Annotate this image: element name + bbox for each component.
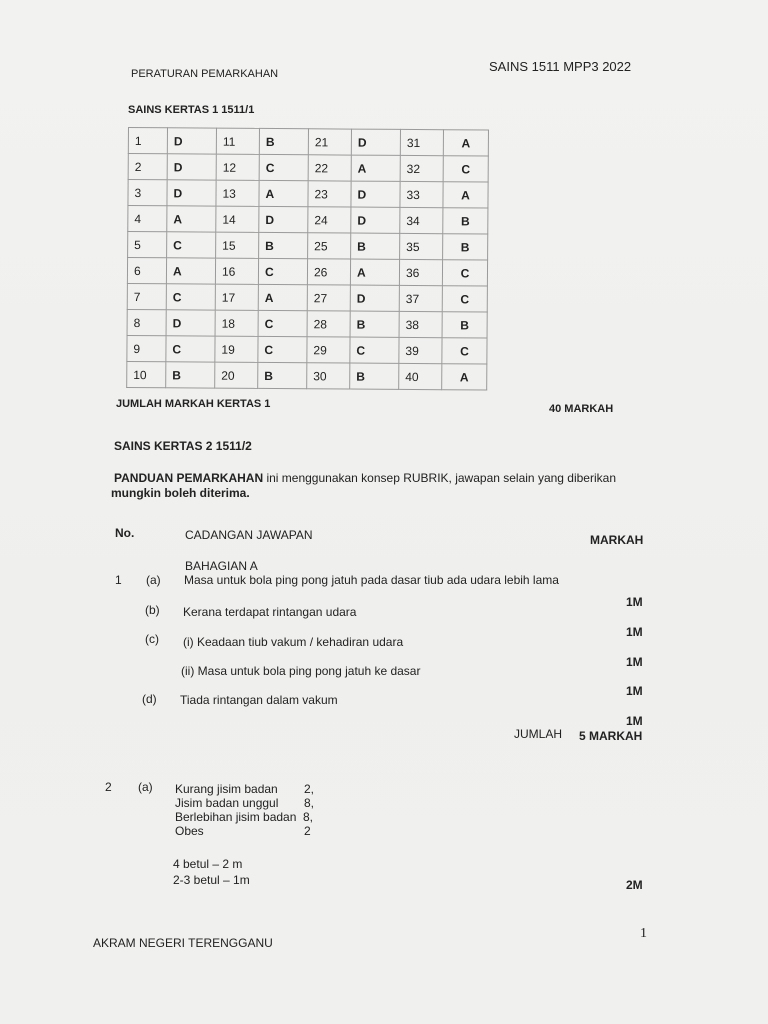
question-number-cell: 37 [399,285,442,311]
q1-mark-5: 1M [626,714,643,728]
q1a-label: (a) [146,573,161,587]
question-number-cell: 28 [307,311,350,337]
marking-guide-bold: PANDUAN PEMARKAHAN [114,471,264,485]
question-number-cell: 24 [308,207,351,233]
question-number-cell: 18 [215,310,258,336]
answer-key-row [128,180,488,209]
answer-cell: B [258,362,307,388]
question-number-cell: 23 [308,181,351,207]
question-number-cell: 16 [215,258,258,284]
paper1-total-label: JUMLAH MARKAH KERTAS 1 [116,398,271,410]
answer-cell: D [166,310,215,336]
question-number-cell: 30 [307,363,350,389]
question-number-cell: 22 [308,155,351,181]
answer-cell: B [443,234,488,260]
answer-cell: A [350,259,399,285]
q2-item-label: Obes [175,824,204,838]
q1-mark-1: 1M [626,595,643,609]
question-number-cell: 9 [127,335,166,361]
answer-key-row [127,258,487,287]
answer-cell: B [443,208,488,234]
answer-cell: A [443,130,488,156]
q2-item-value: 8, [303,810,314,824]
paper1-title: SAINS KERTAS 1 1511/1 [128,104,255,116]
question-number-cell: 29 [307,337,350,363]
answer-cell: B [166,362,215,388]
q1-mark-2: 1M [626,625,643,639]
answer-key-row [128,154,488,183]
answer-cell: D [351,181,400,207]
answer-cell: C [443,156,488,182]
answer-cell: A [443,182,488,208]
question-number-cell: 31 [400,129,443,155]
question-number-cell: 11 [216,128,259,154]
answer-cell: A [167,206,216,232]
q2-rubric-1: 4 betul – 2 m [173,857,243,871]
answer-cell: A [258,284,307,310]
answer-cell: A [166,258,215,284]
answer-key-row [128,128,488,157]
answer-cell: C [350,337,399,363]
answer-cell: D [167,154,216,180]
answer-cell: C [258,310,307,336]
answer-key-row [127,283,487,312]
q1c-ii-text: (ii) Masa untuk bola ping pong jatuh ke dasar [181,664,421,678]
question-number-cell: 3 [128,180,167,206]
paper2-title: SAINS KERTAS 2 1511/2 [114,439,252,453]
question-number-cell: 21 [308,129,351,155]
question-number-cell: 36 [399,259,442,285]
answer-cell: D [259,206,308,232]
question-number-cell: 35 [400,233,443,259]
q2-item-value: 2, [304,782,315,796]
q1c-label: (c) [145,632,159,646]
question-number-cell: 26 [307,259,350,285]
q1-mark-4: 1M [626,684,643,698]
marking-guide-line2: mungkin boleh diterima. [111,486,250,500]
answer-cell: C [167,232,216,258]
q1b-text: Kerana terdapat rintangan udara [183,605,357,619]
question-number-cell: 4 [128,206,167,232]
question-number-cell: 33 [400,181,443,207]
question-number-cell: 25 [308,233,351,259]
q1d-text: Tiada rintangan dalam vakum [180,693,338,707]
question-number-cell: 34 [400,207,443,233]
answer-cell: C [166,336,215,362]
answer-cell: D [350,285,399,311]
question-number-cell: 1 [128,128,167,154]
question-number-cell: 20 [215,362,258,388]
answer-cell: C [258,258,307,284]
question-number-cell: 7 [127,283,166,309]
answer-key-row [127,335,487,364]
question-number-cell: 8 [127,309,166,335]
q2-item-value: 8, [304,796,315,810]
answer-key-row [127,361,487,390]
q2-item-label: Berlebihan jisim badan [175,810,297,824]
answer-cell: B [259,128,308,154]
q2-rubric-2: 2-3 betul – 1m [173,873,250,887]
answer-key-table [126,127,489,391]
header-right: SAINS 1511 MPP3 2022 [489,59,632,74]
question-number-cell: 17 [215,284,258,310]
answer-cell: D [167,128,216,154]
question-number-cell: 27 [307,285,350,311]
answer-cell: C [442,338,487,364]
q1a-text: Masa untuk bola ping pong jatuh pada dasar tiub ada udara lebih lama [184,573,559,587]
marking-guide-line1 [114,471,616,485]
question-number-cell: 12 [216,154,259,180]
section-title: BAHAGIAN A [185,559,258,573]
answer-cell: D [167,180,216,206]
q1-total-value: 5 MARKAH [579,729,643,743]
header-left: PERATURAN PEMARKAHAN [131,68,279,80]
footer-text: AKRAM NEGERI TERENGGANU [93,936,273,950]
column-mark: MARKAH [590,533,644,547]
column-no: No. [115,526,135,540]
answer-cell: B [350,311,399,337]
q2a-label: (a) [138,780,153,794]
q1-mark-3: 1M [626,655,643,669]
answer-cell: B [351,233,400,259]
question-number-cell: 6 [127,258,166,284]
answer-cell: D [351,129,400,155]
answer-cell: C [442,260,487,286]
answer-cell: C [166,284,215,310]
answer-key-row [128,206,488,235]
question-number-cell: 5 [128,232,167,258]
q1-total-label: JUMLAH [514,727,563,741]
page-number: 1 [640,926,647,941]
answer-cell: A [351,155,400,181]
answer-cell: C [258,336,307,362]
question-number-cell: 14 [216,206,259,232]
q2-number: 2 [105,780,112,794]
column-answer: CADANGAN JAWAPAN [185,528,313,542]
question-number-cell: 39 [399,337,442,363]
question-number-cell: 40 [399,363,442,389]
answer-cell: C [259,154,308,180]
answer-cell: A [259,180,308,206]
question-number-cell: 19 [215,336,258,362]
question-number-cell: 38 [399,311,442,337]
q2-mark: 2M [626,878,643,892]
q1-number: 1 [115,573,122,587]
answer-cell: B [259,232,308,258]
question-number-cell: 10 [127,361,166,387]
answer-key-row [128,232,488,261]
answer-cell: D [351,207,400,233]
question-number-cell: 32 [400,155,443,181]
paper1-total-value: 40 MARKAH [549,403,614,415]
q2-item-label: Jisim badan unggul [175,796,279,810]
answer-cell: B [350,363,399,389]
q1b-label: (b) [145,603,160,617]
answer-cell: B [442,312,487,338]
q2-item-value: 2 [304,824,311,838]
q2-item-label: Kurang jisim badan [175,782,278,796]
answer-cell: C [442,286,487,312]
question-number-cell: 13 [216,180,259,206]
question-number-cell: 15 [216,232,259,258]
answer-cell: A [442,364,487,390]
question-number-cell: 2 [128,154,167,180]
q1c-i-text: (i) Keadaan tiub vakum / kehadiran udara [183,635,404,649]
marking-guide-rest: ini menggunakan konsep RUBRIK, jawapan selain yang diberikan [263,471,616,485]
q1d-label: (d) [142,692,157,706]
answer-key-row [127,309,487,338]
